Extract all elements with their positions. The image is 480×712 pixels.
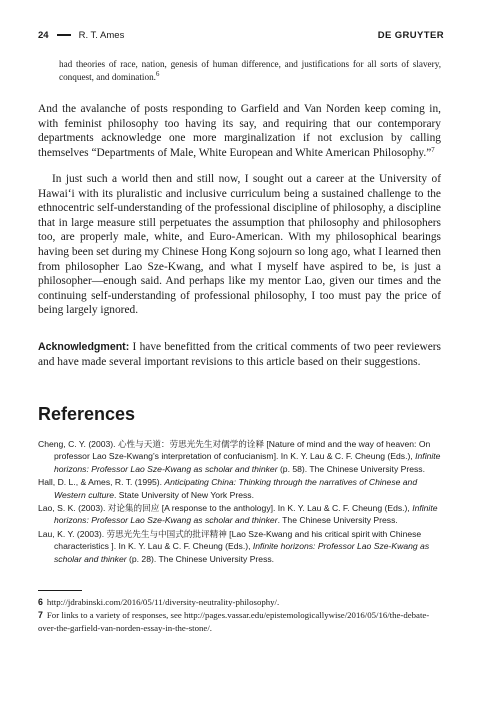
acknowledgment-label: Acknowledgment: (38, 341, 130, 353)
reference-item (38, 502, 441, 527)
reference-title: Infinite horizons: Professor Lao Sze-Kwang as scholar and thinker (54, 451, 441, 474)
header-dash (57, 34, 71, 36)
reference-item (38, 438, 441, 475)
acknowledgment-text: I have benefitted from the critical comments of two peer reviewers and have made several important revisions to this article based on their suggestions. (38, 341, 441, 368)
footnote-6 (38, 596, 441, 609)
references-heading: References (38, 404, 136, 424)
paragraph-2-text: In just such a world then and still now, I sought out a career at the University of Hawai‘i with its pluralistic and inclusive curriculum being a sustained challenge to the ethnocentric self-understanding of the professional discipline of philosophy, a discipline that in large measure still perpetuates the assumption that philosophy and philosophers too, are properly male, white, and Euro-American. With my philosophical bearings having been set during my Chinese Hong Kong sojourn so long ago, what I learned then from philosopher Lao Sze-Kwang, and what I myself have aspired to be, is just a philosopher—enough said. And perhaps like my mentor Lao, given our times and the continuing self-understanding of professional philosophy, I too must pay the price of being largely ignored. (38, 173, 441, 317)
reference-text: . The Chinese University Press. (277, 515, 398, 526)
reference-text: . State University of New York Press. (114, 489, 254, 500)
footnote-number: 6 (38, 597, 43, 607)
reference-text: Lau, K. Y. (2003). 劳思光先生与中国式的批评精神 [Lao Sze-Kwang and his critical spirit with Chinese characteristics ]. In K. Y. Lau & C. F. Cheung (Eds.), (38, 528, 422, 552)
footnote-link[interactable]: For links to a variety of responses, see http://pages.vassar.edu/epistemologicallywise/2016/05/16/the-debate-over-the-garfield-van-norden-essay-in-the-stone/. (38, 610, 430, 633)
reference-text: Lao, S. K. (2003). 对论集的回应 [A response to the anthology]. In K. Y. Lau & C. F. Cheung (Eds.), (38, 503, 413, 514)
reference-title: Infinite horizons: Professor Lao Sze-Kwang as scholar and thinker (54, 541, 430, 564)
footnote-divider (38, 590, 82, 591)
reference-text: (p. 58). The Chinese University Press. (277, 463, 425, 474)
footnotes (38, 596, 441, 635)
reference-text: Cheng, C. Y. (2003). 心性与天道：劳思光先生对儒学的诠释 [Nature of mind and the way of heaven: On professor Lao Sze-Kwang’s interpretation of confucianism]. In K. Y. Lau & C. F. Cheung (Eds.), (38, 439, 431, 462)
running-header (38, 28, 444, 42)
running-author: R. T. Ames (78, 29, 125, 41)
footnote-ref-7[interactable]: 7 (431, 146, 435, 154)
footnote-ref-6[interactable]: 6 (155, 71, 160, 79)
page-number: 24 (38, 29, 49, 41)
reference-text: (p. 28). The Chinese University Press. (126, 553, 275, 564)
reference-list (38, 438, 441, 566)
footnote-7 (38, 609, 441, 635)
block-quote (59, 58, 441, 85)
block-quote-text: had theories of race, nation, genesis of human difference, and justifications for all sorts of slavery, conquest, and domination. (59, 59, 441, 83)
reference-title: Infinite horizons: Professor Lao Sze-Kwang as scholar and thinker (54, 503, 438, 526)
reference-item (38, 528, 441, 565)
reference-title: Anticipating China: Thinking through the narratives of Chinese and Western culture (54, 477, 418, 500)
paragraph-1 (38, 102, 441, 160)
footnote-number: 7 (38, 610, 43, 620)
footnote-link[interactable]: http://jdrabinski.com/2016/05/11/diversity-neutrality-philosophy/. (46, 597, 280, 607)
publisher-logo-text: DE GRUYTER (377, 29, 444, 41)
paragraph-2 (38, 172, 441, 318)
reference-item (38, 476, 441, 501)
acknowledgment-paragraph (38, 340, 441, 369)
paragraph-1-text: And the avalanche of posts responding to Garfield and Van Norden keep coming in, with feminist philosophy too having its say, and requiring that our contemporary departments acknowledge one more marginalization if not exclusion by calling themselves “Departments of Male, White European and White American Philosophy.” (38, 103, 441, 159)
reference-text: Hall, D. L., & Ames, R. T. (1995). (38, 477, 165, 488)
